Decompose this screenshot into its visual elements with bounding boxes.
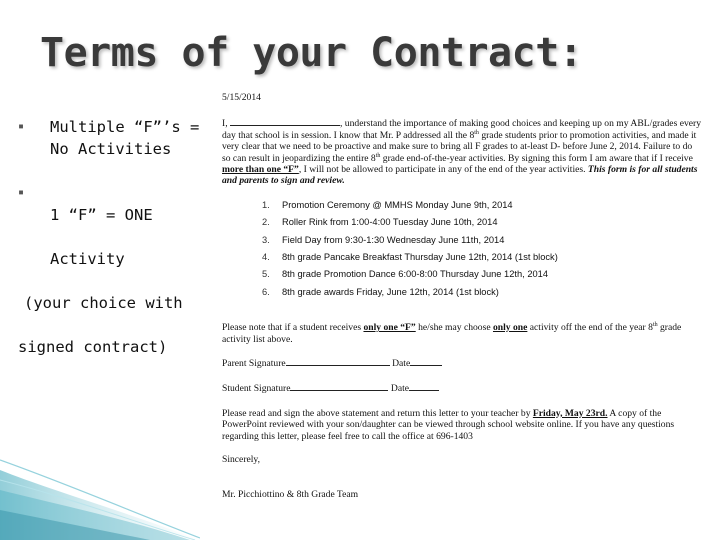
return-paragraph: Please read and sign the above statement and return this letter to your teacher by Friday, May 23rd. A copy of the PowerPoint reviewed with your son/daughter can be viewed through school website online. If you have any questions regarding this letter, please feel free to call the office at 696-1403: [222, 407, 675, 442]
student-signature-blank: [290, 381, 388, 391]
list-item: 6. 8th grade awards Friday, June 12th, 2014 (1st block): [262, 286, 499, 297]
bullet-icon: ▪: [18, 121, 25, 132]
student-date-label: Date: [390, 383, 410, 395]
slide-title: Terms of your Contract:: [40, 30, 583, 76]
list-item: 3. Field Day from 9:30-1:30 Wednesday June 11th, 2014: [262, 234, 505, 245]
student-signature-line: [222, 381, 702, 394]
intro-paragraph: I, , understand the importance of making good choices and keeping up on my ABL/grades every day that school is in session. I know that Mr. P addressed all the 8th grade students prior to promotion activities, and made it very clear that we need to be proactive and make sure to bring all F grades to at-least D- before June 2, 2014. Failure to do so can result in jeopardizing the entire 8th grade end-of-the-year activities. By signing this form I am aware that if I receive more than one “F”, I will not be allowed to participate in any of the end of the year activities. This form is for all students and parents to sign and review.: [222, 118, 702, 187]
list-item: 4. 8th grade Pancake Breakfast Thursday June 12th, 2014 (1st block): [262, 252, 558, 263]
parent-signature-blank: [286, 356, 390, 366]
bullet-item: [18, 116, 214, 160]
contract-document: [222, 92, 702, 501]
bullet-line: Activity: [50, 250, 125, 268]
bullet-text: Multiple “F”’s = No Activities: [50, 118, 200, 158]
bullet-item: [18, 182, 214, 380]
bullet-line: (your choice with: [24, 294, 183, 312]
bullet-line: 1 “F” = ONE: [50, 206, 153, 224]
one-f-note: Please note that if a student receives only one “F” he/she may choose only one activity off the end of the year 8th grade activity list above.: [222, 321, 682, 345]
parent-date-blank: [410, 356, 442, 366]
list-item: 1. Promotion Ceremony @ MMHS Monday June 9th, 2014: [262, 199, 513, 210]
corner-decoration: [0, 380, 200, 540]
signoff: Mr. Picchiottino & 8th Grade Team: [222, 489, 359, 501]
parent-date-label: Date: [392, 357, 411, 369]
name-blank: [230, 116, 340, 126]
bullet-line: signed contract): [18, 338, 168, 356]
bullet-list: [18, 116, 214, 402]
closing: Sincerely,: [222, 453, 261, 465]
student-signature-label: Student Signature: [222, 383, 291, 395]
parent-signature-label: Parent Signature: [222, 357, 286, 369]
document-date: 5/15/2014: [222, 92, 261, 103]
activity-list: [222, 197, 702, 300]
parent-signature-line: [222, 356, 702, 369]
bullet-icon: ▪: [18, 187, 25, 198]
student-date-blank: [409, 381, 439, 391]
list-item: 5. 8th grade Promotion Dance 6:00-8:00 Thursday June 12th, 2014: [262, 269, 549, 280]
list-item: 2. Roller Rink from 1:00-4:00 Tuesday June 10th, 2014: [262, 217, 498, 228]
bullet-text: [18, 182, 214, 380]
